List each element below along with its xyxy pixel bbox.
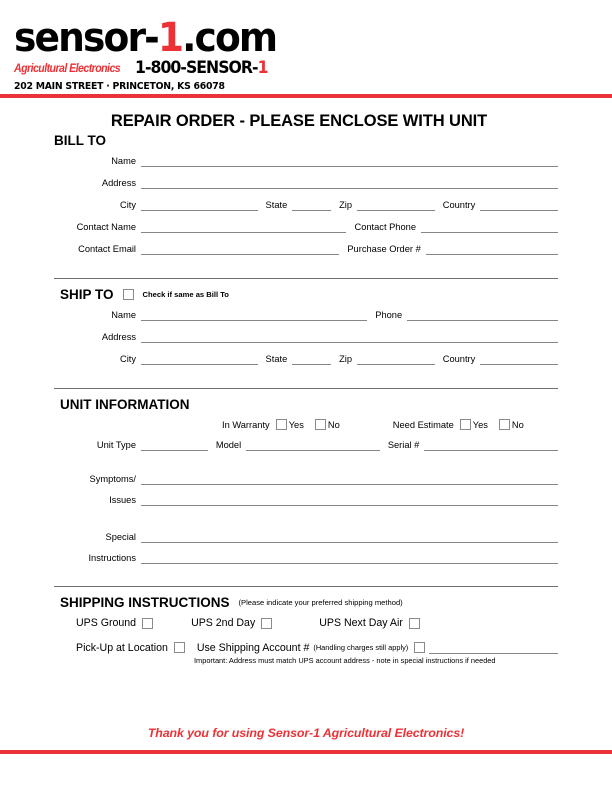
bill-to-heading-label: BILL TO [54,133,107,148]
bill-to-zip-input[interactable] [357,199,435,211]
logo-text-one: 1 [157,15,183,61]
symptoms-row-2 [54,494,558,506]
use-shipping-account-checkbox[interactable] [414,642,425,653]
shipping-method-row [54,617,558,629]
bill-to-purchase-order-label: Purchase Order # [347,244,421,254]
special-instructions-input-line1[interactable] [141,531,558,543]
need-estimate-label: Need Estimate [392,419,454,430]
ship-to-address-label: Address [101,332,136,342]
bill-to-purchase-order-input[interactable] [426,243,558,255]
section-ship-to [54,287,558,381]
logo-subline [14,59,612,76]
phone-one: 1 [257,58,268,77]
ship-to-country-label: Country [442,354,476,364]
logo-text-domain: .com [182,15,277,61]
bill-to-contact-name-label: Contact Name [76,222,136,232]
ups-next-day-air-label: UPS Next Day Air [319,617,403,629]
ups-ground-option[interactable] [76,617,153,629]
in-warranty-yes-label: Yes [288,419,304,430]
ship-to-name-input[interactable] [141,309,367,321]
section-shipping-instructions [54,595,558,671]
ship-to-zip-input[interactable] [357,353,435,365]
ship-to-address-input[interactable] [141,331,558,343]
shipping-account-row [54,641,558,654]
serial-label: Serial # [387,440,420,450]
special-instructions-input-line2[interactable] [141,552,558,564]
bill-to-city-input[interactable] [141,199,258,211]
special-instructions-row-1 [54,531,558,543]
in-warranty-yes-checkbox[interactable] [276,419,287,430]
model-input[interactable] [246,439,380,451]
use-shipping-account-label: Use Shipping Account # [196,641,310,654]
special-instructions-label-line1: Special [105,532,136,542]
ship-to-heading-label: SHIP TO [60,287,114,302]
divider-after-ship-to [54,388,558,389]
use-shipping-account-option[interactable] [197,642,425,654]
page-header [0,0,612,94]
bill-to-city-row [54,199,558,211]
unit-type-row [54,439,558,451]
pickup-at-location-option[interactable] [76,642,185,654]
ship-to-city-input[interactable] [141,353,258,365]
need-estimate-yes-checkbox[interactable] [460,419,471,430]
shipping-instructions-heading [54,595,558,610]
in-warranty-no-checkbox[interactable] [315,419,326,430]
bill-to-name-row [54,155,558,167]
ups-ground-checkbox[interactable] [142,618,153,629]
ship-to-phone-input[interactable] [407,309,558,321]
ups-2nd-day-checkbox[interactable] [261,618,272,629]
unit-warranty-estimate-row [54,419,558,430]
unit-type-label: Unit Type [96,440,136,450]
bill-to-address-input[interactable] [141,177,558,189]
divider-after-bill-to [54,278,558,279]
divider-after-unit-information [54,586,558,587]
model-label: Model [215,440,242,450]
ship-to-state-label: State [265,354,288,364]
unit-information-heading [54,397,558,412]
need-estimate-group [393,419,535,430]
ups-next-day-air-checkbox[interactable] [409,618,420,629]
shipping-important-note: Important: Address must match UPS account address - note in special instructions if needed [194,656,496,665]
ups-2nd-day-option[interactable] [191,617,272,629]
same-as-bill-to-checkbox[interactable] [123,289,134,300]
bill-to-address-label: Address [101,178,136,188]
bill-to-state-label: State [265,200,288,210]
shipping-account-number-input[interactable] [429,641,558,654]
special-instructions-label-line2: Instructions [88,553,136,563]
footer-thank-you: Thank you for using Sensor-1 Agricultural Electronics! [147,726,465,740]
in-warranty-group [222,419,351,430]
shipping-instructions-heading-label: SHIPPING INSTRUCTIONS [60,595,230,610]
bill-to-contact-email-row [54,243,558,255]
use-shipping-account-note: (Handling charges still apply) [313,643,409,652]
symptoms-row-1 [54,473,558,485]
phone-main: 1-800-SENSOR- [135,58,258,77]
in-warranty-no-label: No [327,419,340,430]
serial-input[interactable] [424,439,558,451]
ship-to-name-label: Name [111,310,136,320]
form-body [0,133,612,671]
section-unit-information [54,397,558,579]
bill-to-heading [54,133,558,148]
bill-to-contact-email-input[interactable] [141,243,339,255]
ship-to-city-row [54,353,558,365]
ups-2nd-day-label: UPS 2nd Day [191,617,256,629]
special-instructions-row-2 [54,552,558,564]
pickup-at-location-checkbox[interactable] [174,642,185,653]
bill-to-contact-phone-input[interactable] [421,221,558,233]
company-address: 202 MAIN STREET · PRINCETON, KS 66078 [14,81,225,92]
symptoms-input-line1[interactable] [141,473,558,485]
unit-type-input[interactable] [141,439,208,451]
ups-next-day-air-option[interactable] [319,617,420,629]
need-estimate-no-label: No [511,419,524,430]
bill-to-address-row [54,177,558,189]
footer-red-rule [0,750,612,754]
bill-to-state-input[interactable] [292,199,331,211]
bill-to-contact-name-row [54,221,558,233]
page-title: REPAIR ORDER - PLEASE ENCLOSE WITH UNIT [110,112,488,130]
symptoms-label-line2: Issues [109,495,136,505]
bill-to-contact-email-label: Contact Email [78,244,136,254]
ship-to-zip-label: Zip [339,354,353,364]
ship-to-address-row [54,331,558,343]
ship-to-city-label: City [119,354,136,364]
symptoms-label-line1: Symptoms/ [89,474,136,484]
bill-to-contact-phone-label: Contact Phone [354,222,416,232]
bill-to-name-input[interactable] [141,155,558,167]
pickup-at-location-label: Pick-Up at Location [76,641,168,654]
ship-to-phone-label: Phone [375,310,403,320]
section-bill-to [54,133,558,271]
need-estimate-no-checkbox[interactable] [499,419,510,430]
ship-to-name-row [54,309,558,321]
bill-to-zip-label: Zip [339,200,353,210]
need-estimate-yes-label: Yes [472,419,488,430]
bill-to-city-label: City [119,200,136,210]
bill-to-contact-name-input[interactable] [141,221,346,233]
company-phone [135,59,268,76]
company-logo [14,15,576,61]
in-warranty-label: In Warranty [222,419,270,430]
logo-text-main: sensor- [14,15,158,61]
ship-to-country-input[interactable] [480,353,558,365]
shipping-instructions-heading-note: (Please indicate your preferred shipping method) [238,598,403,607]
bill-to-name-label: Name [111,156,136,166]
bill-to-country-label: Country [442,200,476,210]
ups-ground-label: UPS Ground [76,617,137,629]
symptoms-input-line2[interactable] [141,494,558,506]
same-as-bill-to-label: Check if same as Bill To [142,290,229,299]
unit-information-heading-label: UNIT INFORMATION [60,397,190,412]
ship-to-state-input[interactable] [292,353,331,365]
bill-to-country-input[interactable] [480,199,558,211]
company-tagline: Agricultural Electronics [14,63,121,75]
ship-to-heading [54,287,558,302]
header-red-rule [0,94,612,98]
